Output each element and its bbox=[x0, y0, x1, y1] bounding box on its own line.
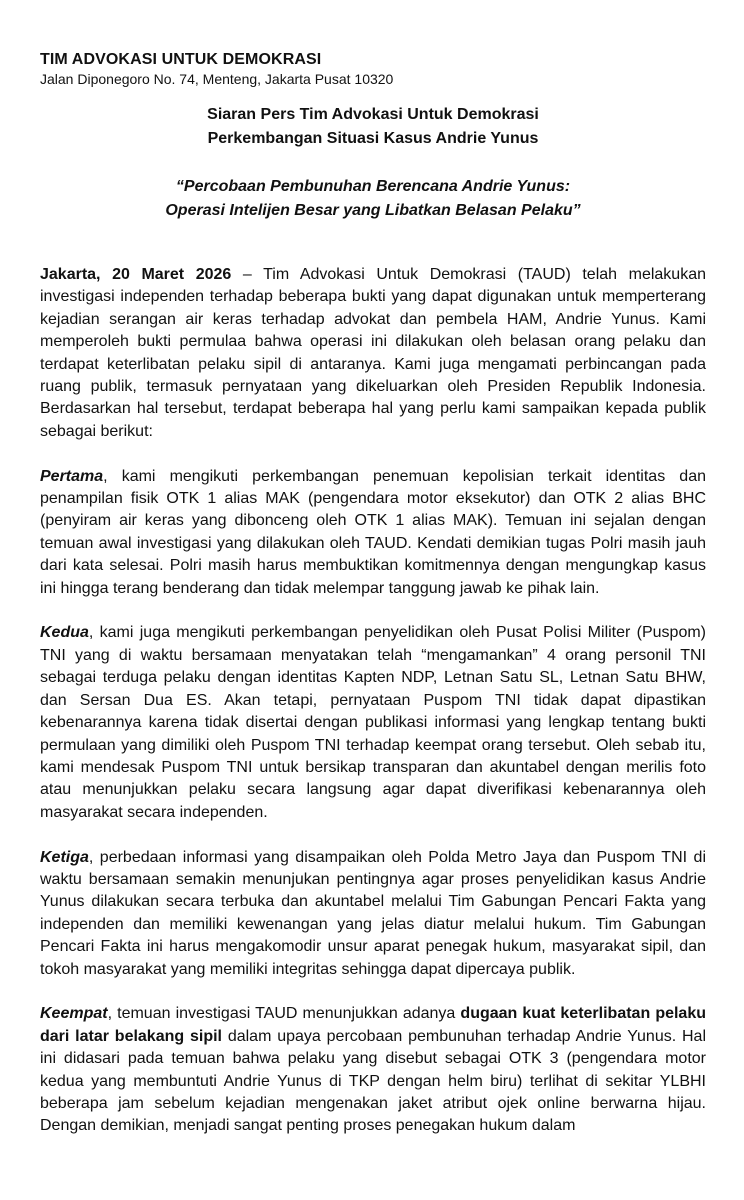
point-pertama-paragraph bbox=[40, 466, 706, 600]
point-pertama-lead: Pertama bbox=[40, 467, 104, 485]
point-keempat-emphasis: dugaan kuat keterlibatan pelaku dari latar belakang sipil bbox=[40, 1005, 707, 1045]
release-title bbox=[40, 103, 706, 151]
headline bbox=[40, 175, 706, 223]
organization-name: TIM ADVOKASI UNTUK DEMOKRASI bbox=[40, 51, 322, 68]
dateline: Jakarta, 20 Maret 2026 bbox=[40, 266, 232, 283]
point-keempat-paragraph bbox=[40, 1003, 706, 1137]
intro-paragraph bbox=[40, 264, 706, 443]
intro-text: – Tim Advokasi Untuk Demokrasi (TAUD) telah melakukan investigasi independen terhadap beberapa bukti yang dapat digunakan untuk memperterang kejadian serangan air keras terhadap advokat dan pembela HAM, Andrie Yunus. Kami memperoleh bukti permulaa bahwa operasi ini dilakukan oleh belasan orang pelaku dan terdapat keterlibatan pelaku sipil di antaranya. Kami juga mengamati perbincangan pada ruang publik, termasuk pernyataan yang dikeluarkan oleh Presiden Republik Indonesia. Berdasarkan hal tersebut, terdapat beberapa hal yang perlu kami sampaikan kepada publik sebagai berikut: bbox=[40, 266, 707, 440]
point-keempat-lead: Keempat bbox=[40, 1005, 108, 1023]
organization-address: Jalan Diponegoro No. 74, Menteng, Jakarta Pusat 10320 bbox=[40, 71, 394, 87]
point-kedua-text: , kami juga mengikuti perkembangan penyelidikan oleh Pusat Polisi Militer (Puspom) TNI yang di waktu bersamaan menyatakan telah “mengamankan” 4 orang personil TNI sebagai terduga pelaku dengan identitas Kapten NDP, Letnan Satu SL, Letnan Satu BHW, dan Sersan Dua ES. Akan tetapi, pernyataan Puspom TNI tidak dapat dipastikan kebenarannya karena tidak disertai dengan publikasi informasi yang lengkap tentang bukti permulaan yang dimiliki oleh Puspom TNI terhadap keempat orang tersebut. Oleh sebab itu, kami mendesak Puspom TNI untuk bersikap transparan dan akuntabel dengan merilis foto atau menunjukkan pelaku secara langsung agar dapat diverifikasi kebenarannya oleh masyarakat secara independen. bbox=[40, 624, 706, 821]
point-pertama-text: , kami mengikuti perkembangan penemuan kepolisian terkait identitas dan penampilan fisik OTK 1 alias MAK (pengendara motor eksekutor) dan OTK 2 alias BHC (penyiram air keras yang dibonceng oleh OTK 1 alias MAK). Temuan ini sejalan dengan temuan awal investigasi yang dilakukan oleh TAUD. Kendati demikian tugas Polri masih jauh dari kata selesai. Polri masih harus membuktikan komitmennya dengan mengungkap kasus ini hingga terang benderang dan tidak melempar tanggung jawab ke pihak lain. bbox=[40, 467, 706, 597]
headline-line-1: “Percobaan Pembunuhan Berencana Andrie Yunus: bbox=[175, 178, 571, 195]
point-ketiga-text: , perbedaan informasi yang disampaikan oleh Polda Metro Jaya dan Puspom TNI di waktu bersamaan semakin menunjukan pentingnya agar proses penyelidikan kasus Andrie Yunus dilakukan secara terbuka dan akuntabel melalui Tim Gabungan Pencari Fakta yang independen dan memiliki kewenangan yang jelas diatur melalui hukum. Tim Gabungan Pencari Fakta ini harus mengakomodir unsur aparat penegak hukum, masyarakat sipil, dan tokoh masyarakat yang memiliki integritas sehingga dapat dipercaya publik. bbox=[40, 848, 706, 978]
point-keempat-text-after: dalam upaya percobaan pembunuhan terhadap Andrie Yunus. Hal ini didasari pada temuan bahwa pelaku yang disebut sebagai OTK 3 (pengendara motor kedua yang membuntuti Andrie Yunus di TKP dengan helm biru) terlihat di sekitar YLBHI beberapa jam sebelum kejadian mengenakan jaket atribut ojek online berwarna hijau. Dengan demikian, menjadi sangat penting proses penegakan hukum dalam bbox=[40, 1027, 707, 1135]
release-title-line-2: Perkembangan Situasi Kasus Andrie Yunus bbox=[207, 130, 539, 147]
point-kedua-lead: Kedua bbox=[40, 624, 89, 642]
point-ketiga-paragraph bbox=[40, 847, 706, 981]
point-keempat-text-before: , temuan investigasi TAUD menunjukkan adanya bbox=[107, 1005, 461, 1023]
release-title-line-1: Siaran Pers Tim Advokasi Untuk Demokrasi bbox=[207, 106, 539, 123]
point-kedua-paragraph bbox=[40, 622, 706, 824]
point-ketiga-lead: Ketiga bbox=[40, 848, 89, 866]
headline-line-2: Operasi Intelijen Besar yang Libatkan Belasan Pelaku” bbox=[165, 202, 581, 219]
press-release-page bbox=[40, 50, 706, 1138]
